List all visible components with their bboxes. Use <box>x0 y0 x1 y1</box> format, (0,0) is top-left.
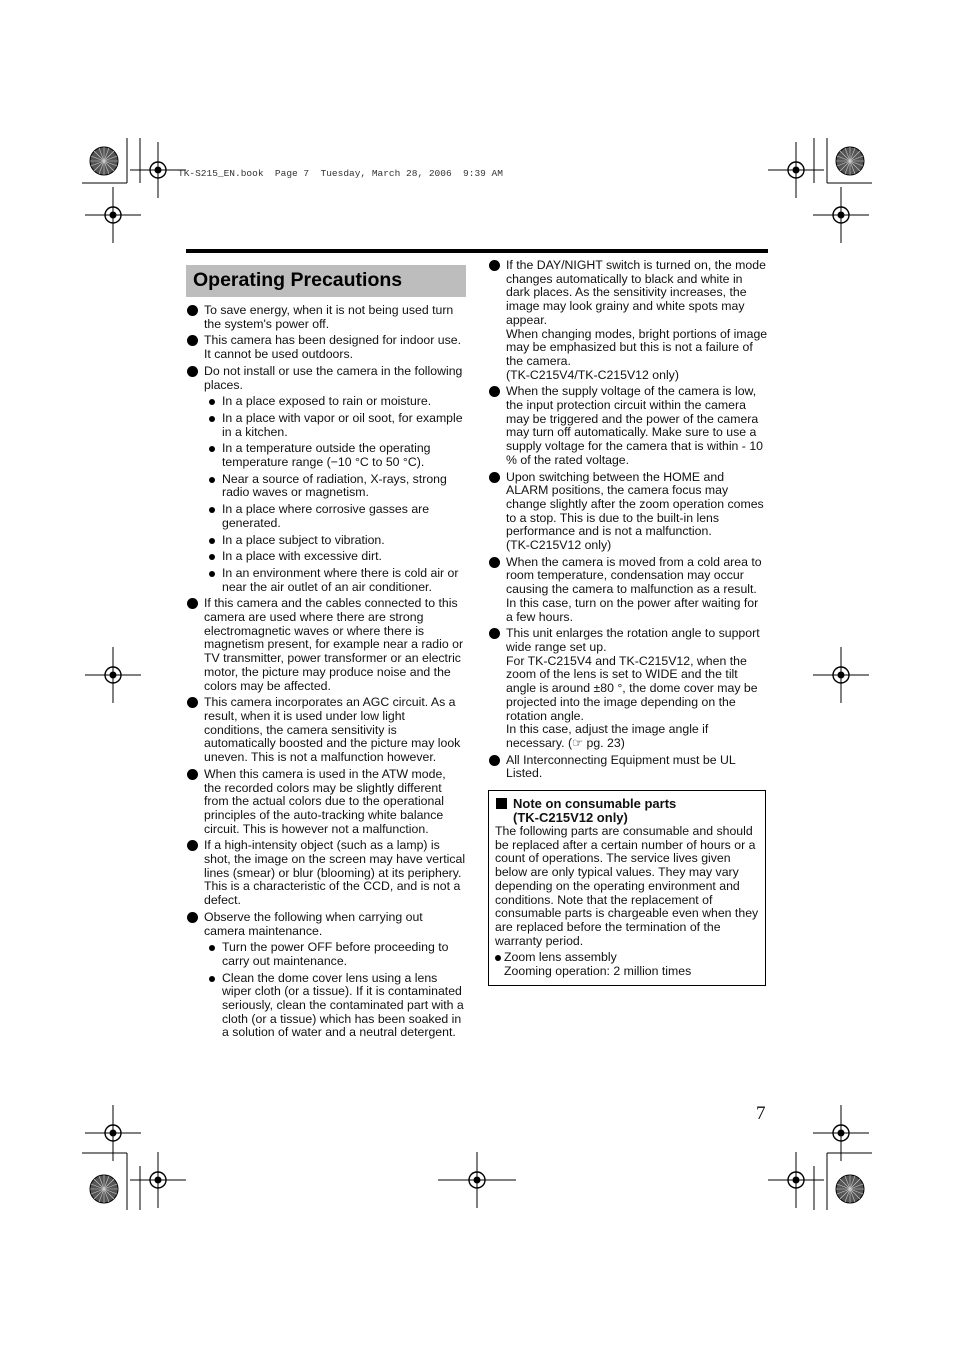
list-item-text: Upon switching between the HOME and ALARM positions, the camera focus may change slightly after the zoom operation comes to a stop. This is due to the built-in lens performance and is not a malfunction. <box>506 469 764 539</box>
list-item <box>488 627 768 750</box>
star-mark-bottom-left <box>90 1175 118 1203</box>
sub-list-item: In a place subject to vibration. <box>204 534 466 548</box>
note-title-line: Note on consumable parts <box>513 796 677 811</box>
sub-list-item: Near a source of radiation, X-rays, strong radio waves or magnetism. <box>204 473 466 500</box>
list-item: This camera has been designed for indoor use. It cannot be used outdoors. <box>186 334 466 361</box>
list-item: This camera incorporates an AGC circuit. As a result, when it is used under low light conditions, the camera sensitivity is automatically boosted and the picture may look uneven. This is not a malfunction however. <box>186 696 466 765</box>
list-item-text: Do not install or use the camera in the following places. <box>204 363 463 392</box>
right-column <box>488 259 768 784</box>
sub-list-item: In a place with excessive dirt. <box>204 550 466 564</box>
list-item-text: In this case, adjust the image angle if necessary. (☞ pg. 23) <box>506 722 709 750</box>
section-rule <box>186 249 768 253</box>
sub-list-item: In a place where corrosive gasses are generated. <box>204 503 466 530</box>
consumable-parts-note <box>488 790 766 986</box>
list-item-text: When changing modes, bright portions of image may be emphasized but this is not a failure of the camera. <box>506 326 768 368</box>
note-list-item <box>495 951 759 978</box>
star-mark-bottom-right <box>836 1175 864 1203</box>
list-item-text: This unit enlarges the rotation angle to support wide range set up. <box>506 626 760 654</box>
note-title-line: (TK-C215V12 only) <box>513 810 628 825</box>
list-item: If a high-intensity object (such as a lamp) is shot, the image on the screen may have vertical lines (smear) or blur (blooming) at its periphery. This is a characteristic of the CCD, and is not a defect. <box>186 839 466 908</box>
sub-list-item: In an environment where there is cold air or near the air outlet of an air conditioner. <box>204 567 466 594</box>
note-title <box>495 797 759 825</box>
left-column <box>186 304 466 1043</box>
note-item-line: Zooming operation: 2 million times <box>504 964 692 979</box>
list-item: When this camera is used in the ATW mode, the recorded colors may be slightly different from the actual colors due to the operational principles of the auto-tracking white balance circuit. This is however not a malfunction. <box>186 768 466 837</box>
list-item-text: Observe the following when carrying out camera maintenance. <box>204 909 423 938</box>
list-item: All Interconnecting Equipment must be UL Listed. <box>488 754 768 781</box>
section-title-box <box>186 265 466 297</box>
sub-list-item: Turn the power OFF before proceeding to carry out maintenance. <box>204 941 466 968</box>
star-mark-top-left <box>90 147 118 175</box>
list-item: When the supply voltage of the camera is low, the input protection circuit within the camera may be triggered and the power of the camera may turn off automatically. Make sure to use a supply voltage for the camera that is within - 10 % of the rated voltage. <box>488 385 768 467</box>
sub-list-item: In a temperature outside the operating temperature range (−10 °C to 50 °C). <box>204 442 466 469</box>
list-item <box>186 911 466 1040</box>
list-item <box>186 365 466 595</box>
list-item: When the camera is moved from a cold area to room temperature, condensation may occur causing the camera to malfunction as a result. In this case, turn on the power after waiting for a few hours. <box>488 556 768 625</box>
list-item-text: (TK-C215V4/TK-C215V12 only) <box>506 367 679 382</box>
list-item-text: (TK-C215V12 only) <box>506 538 612 553</box>
list-item <box>488 259 768 382</box>
list-item <box>488 471 768 553</box>
note-body: The following parts are consumable and should be replaced after a certain number of hours or a count of operations. The service lives given below are only typical values. They may vary depending on the operating environment and conditions. Note that the replacement of consumable parts is chargeable even when they are replaced before the termination of the warranty period. <box>495 824 759 948</box>
print-header: TK-S215_EN.book Page 7 Tuesday, March 28, 2006 9:39 AM <box>178 168 503 179</box>
section-title: Operating Precautions <box>193 269 403 291</box>
note-item-line: Zoom lens assembly <box>504 950 617 965</box>
list-item: If this camera and the cables connected to this camera are used where there are strong electromagnetic waves or where there is magnetism present, for example near a radio or TV transmitter, power transformer or an electric motor, the picture may produce noise and the colors may be affected. <box>186 597 466 693</box>
sub-list-item: Clean the dome cover lens using a lens wiper cloth (or a tissue). If it is contaminated seriously, clean the contaminated part with a cloth (or a tissue) which has been soaked in a solution of water and a neutral detergent. <box>204 972 466 1041</box>
sub-list-item: In a place with vapor or oil soot, for example in a kitchen. <box>204 412 466 439</box>
list-item: To save energy, when it is not being used turn the system's power off. <box>186 304 466 331</box>
page-number: 7 <box>756 1103 766 1124</box>
list-item-text: If the DAY/NIGHT switch is turned on, the mode changes automatically to black and white in dark places. As the sensitivity increases, the image may look grainy and white spots may appear. <box>506 258 766 327</box>
list-item-text: For TK-C215V4 and TK-C215V12, when the zoom of the lens is set to WIDE and the tilt angle is around ±80 °, the dome cover may be projected into the image depending on the rotation angle. <box>506 653 758 723</box>
sub-list-item: In a place exposed to rain or moisture. <box>204 395 466 409</box>
star-mark-top-right <box>836 147 864 175</box>
